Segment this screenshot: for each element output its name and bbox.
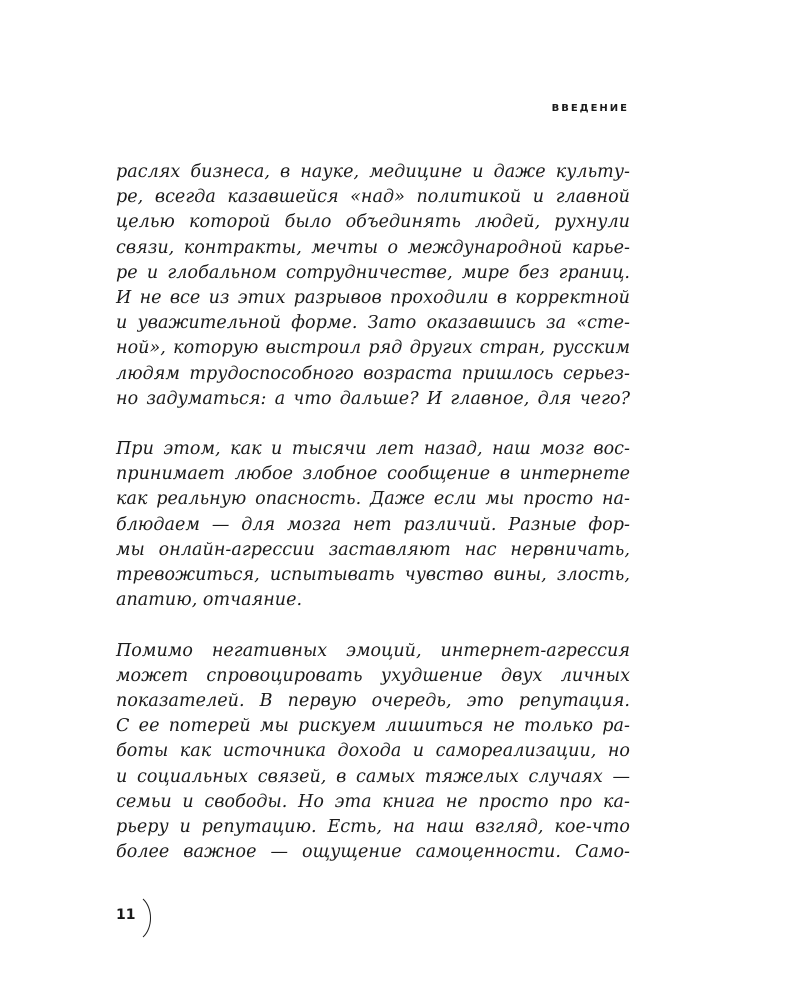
text-line: людям трудоспособного возраста пришлось серьез- <box>116 363 630 384</box>
text-line: мы онлайн-агрессии заставляют нас нервничать, <box>116 539 630 560</box>
text-line: боты как источника дохода и самореализации, но <box>116 741 630 762</box>
text-line: Помимо негативных эмоций, интернет-агрессия <box>116 640 630 661</box>
text-line: более важное — ощущение самоценности. Само- <box>116 842 630 863</box>
text-line: и уважительной форме. Зато оказавшись за «сте- <box>116 313 630 334</box>
text-line: При этом, как и тысячи лет назад, наш мозг вос- <box>116 439 630 460</box>
text-line: И не все из этих разрывов проходили в корректной <box>116 287 630 308</box>
text-line: ной», которую выстроил ряд других стран, русским <box>116 338 630 359</box>
text-line: раслях бизнеса, в науке, медицине и даже культу- <box>116 162 630 182</box>
text-line: может спровоцировать ухудшение двух личных <box>116 665 630 686</box>
text-line: как реальную опасность. Даже если мы просто на- <box>116 489 630 510</box>
paragraph-gap <box>116 412 630 437</box>
paragraph-1 <box>116 160 630 412</box>
paragraph-3 <box>116 639 630 866</box>
page-number: 11 <box>116 907 136 923</box>
running-head-title: ВВЕДЕНИЕ <box>551 103 629 114</box>
body-text <box>116 160 630 865</box>
text-line: ре, всегда казавшейся «над» политикой и главной <box>116 187 630 208</box>
text-line: связи, контракты, мечты о международной карье- <box>116 237 630 258</box>
text-line: тревожиться, испытывать чувство вины, злость, <box>116 565 630 585</box>
text-line: ре и глобальном сотрудничестве, мире без границ. <box>116 262 630 283</box>
paragraph-gap <box>116 613 630 638</box>
text-line: принимает любое злобное сообщение в интернете <box>116 464 630 485</box>
text-line: семьи и свободы. Но эта книга не просто про ка- <box>116 791 630 812</box>
paragraph-2 <box>116 437 630 613</box>
text-line: С ее потерей мы рискуем лишиться не только ра- <box>116 716 630 737</box>
text-line: но задуматься: а что дальше? И главное, для чего? <box>116 388 630 409</box>
text-line: целью которой было объединять людей, рухнули <box>116 212 630 233</box>
page-bracket-icon <box>141 898 155 938</box>
text-line: апатию, отчаяние. <box>116 590 303 611</box>
text-line: и социальных связей, в самых тяжелых случаях — <box>116 766 630 787</box>
text-line: блюдаем — для мозга нет различий. Разные фор- <box>116 514 630 535</box>
text-line: показателей. В первую очередь, это репутация. <box>116 690 630 711</box>
text-line: рьеру и репутацию. Есть, на наш взгляд, кое-что <box>116 816 630 837</box>
